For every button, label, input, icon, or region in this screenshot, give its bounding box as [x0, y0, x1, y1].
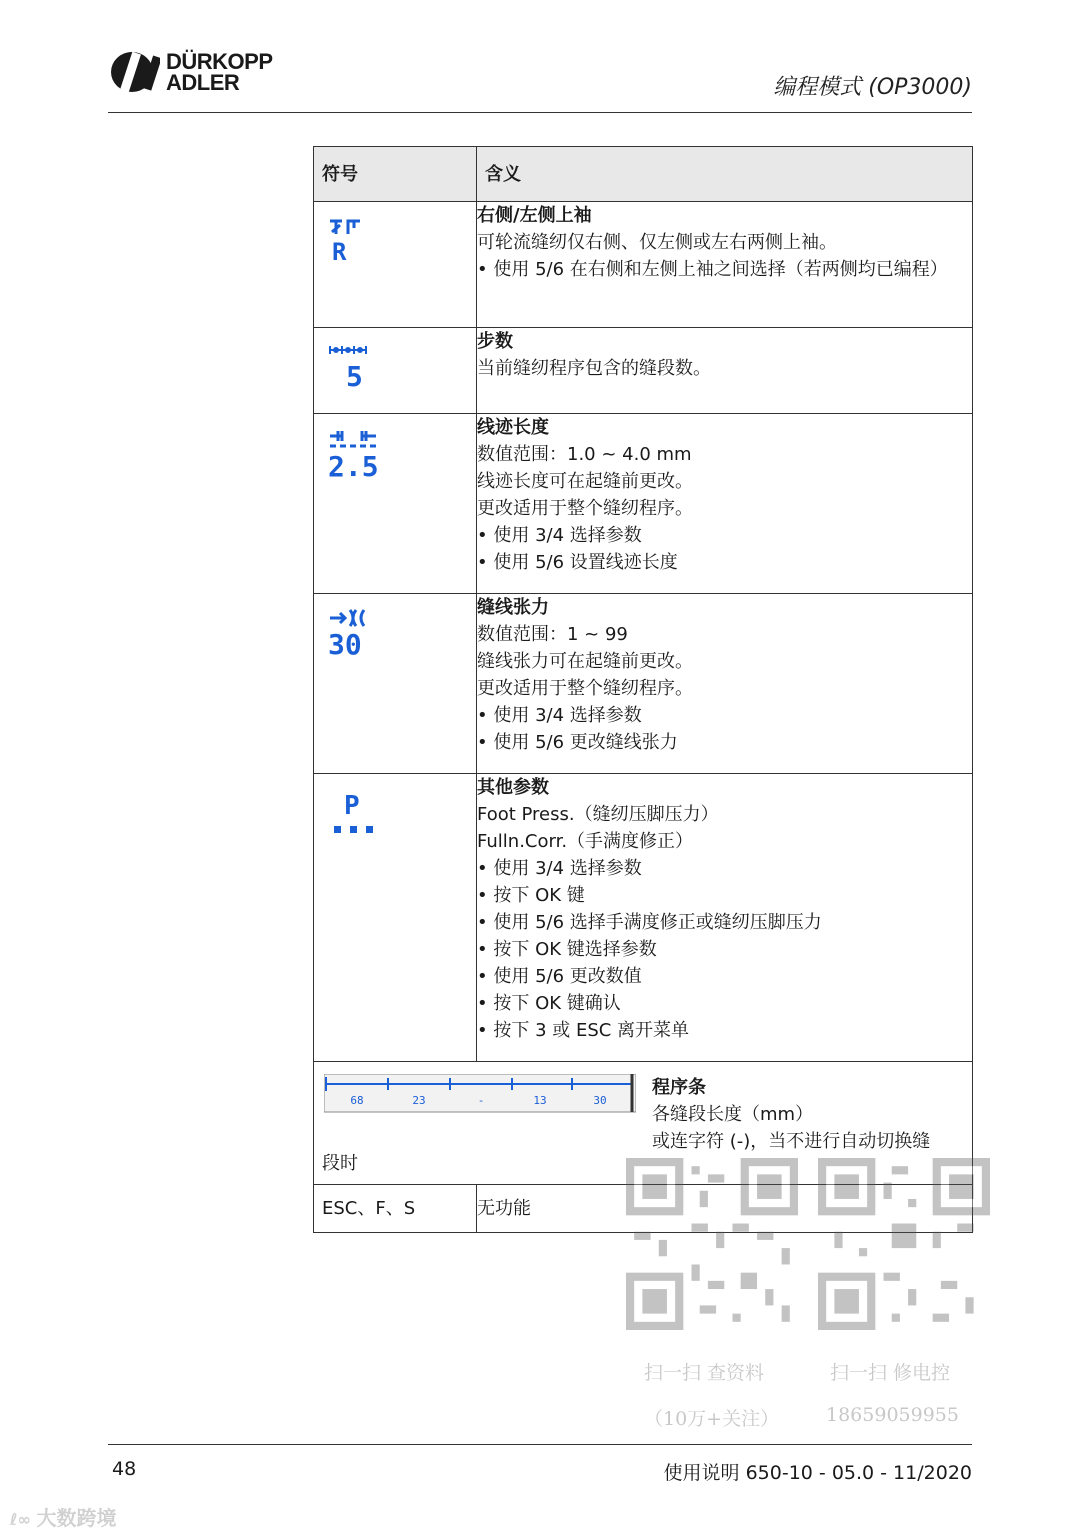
row-title: 程序条: [652, 1077, 706, 1098]
row-text-tail: 段时: [322, 1153, 358, 1174]
brand-line2: ADLER: [166, 70, 240, 95]
row-bullet: • 使用 5/6 更改数值: [477, 966, 642, 987]
row-title: 其他参数: [477, 777, 549, 798]
row-text: 数值范围：1.0 ~ 4.0 mm: [477, 444, 692, 465]
qr-caption-right-2: 18659059955: [826, 1404, 959, 1426]
meaning-cell: [477, 202, 973, 328]
header-divider: [108, 112, 972, 113]
row-text: 可轮流缝纫仅右侧、仅左侧或左右两侧上袖。: [477, 232, 837, 253]
col-header-meaning: 含义: [477, 147, 973, 202]
row-bullet-text: 使用 5/6 更改缝线张力: [493, 732, 678, 753]
table-header-row: [314, 147, 973, 202]
meaning-cell: [477, 774, 973, 1062]
stitch-length-icon: [328, 428, 392, 488]
row-text: 线迹长度可在起缝前更改。: [477, 471, 693, 492]
row-bullet: • 使用 3/4 选择参数: [477, 525, 642, 546]
row-text: 更改适用于整个缝纫程序。: [477, 498, 693, 519]
row-bullet: • 使用 5/6 在右侧和左侧上袖之间选择（若两侧均已编程）: [477, 259, 948, 280]
row-text: 数值范围：1 ~ 99: [477, 624, 628, 645]
row-title: 缝线张力: [477, 597, 549, 618]
qr-caption-left-2: （10万+关注）: [644, 1408, 780, 1430]
qr-caption-left-1: 扫一扫 查资料: [644, 1362, 765, 1384]
row-bullet: • 使用 5/6 选择手满度修正或缝纫压脚压力: [477, 912, 822, 933]
page-title: 编程模式 (OP3000): [773, 75, 972, 100]
row-title: 右侧/左侧上袖: [477, 205, 592, 226]
row-bullet: • 使用 5/6 更改缝线张力: [477, 732, 678, 753]
row-bullet: • 使用 3/4 选择参数: [477, 705, 642, 726]
logo-mark-icon: [108, 50, 160, 94]
sleeve-side-icon: [328, 216, 388, 276]
brand-line1: DÜRKOPP: [166, 49, 273, 74]
segment-value: -: [477, 1094, 485, 1107]
document-reference: 使用说明 650-10 - 05.0 - 11/2020: [663, 1462, 972, 1484]
row-bullet-text: 使用 5/6 更改数值: [493, 966, 642, 987]
segment-value: 30: [593, 1094, 607, 1107]
row-text: 或连字符 (-)，当不进行自动切换缝: [652, 1131, 931, 1152]
qr-code-right: [818, 1158, 990, 1330]
other-params-icon: [328, 788, 388, 844]
row-text: Fulln.Corr.（手满度修正）: [477, 831, 694, 852]
symbol-cell: [314, 202, 477, 328]
program-bar-description: [652, 1074, 930, 1155]
row-title: 步数: [477, 331, 513, 352]
other-params-value: P: [344, 791, 360, 821]
row-bullet-text: 按下 OK 键确认: [493, 993, 621, 1014]
symbol-table: [313, 146, 973, 1233]
row-bullet-text: 使用 5/6 在右侧和左侧上袖之间选择（若两侧均已编程）: [493, 259, 948, 280]
row-bullet: • 使用 5/6 设置线迹长度: [477, 552, 678, 573]
row-text: 各缝段长度（mm）: [652, 1104, 814, 1125]
table-row: [314, 202, 973, 328]
meaning-cell: [477, 594, 973, 774]
meaning-cell: [477, 414, 973, 594]
qr-caption-right-1: 扫一扫 修电控: [830, 1362, 951, 1384]
thread-tension-value: 30: [328, 628, 362, 661]
row-bullet: • 按下 OK 键确认: [477, 993, 621, 1014]
symbol-cell: [314, 774, 477, 1062]
brand-name: [166, 51, 273, 93]
row-bullet-text: 按下 OK 键选择参数: [493, 939, 657, 960]
symbol-cell: [314, 328, 477, 414]
symbol-cell: [314, 1185, 477, 1233]
row-bullet-text: 按下 3 或 ESC 离开菜单: [493, 1020, 690, 1041]
table-row: [314, 594, 973, 774]
qr-code-left: [626, 1158, 798, 1330]
meaning-cell: [477, 328, 973, 414]
program-bar-graphic: [324, 1074, 636, 1114]
row-bullet: • 按下 OK 键选择参数: [477, 939, 657, 960]
row-bullet-text: 使用 5/6 设置线迹长度: [493, 552, 678, 573]
watermark: [10, 1502, 116, 1531]
symbol-cell: [314, 594, 477, 774]
footer-divider: [108, 1444, 972, 1445]
row-bullet-text: 使用 5/6 选择手满度修正或缝纫压脚压力: [493, 912, 822, 933]
stitch-length-value: 2.5: [328, 450, 379, 483]
symbol-cell: [314, 414, 477, 594]
symbol-text: ESC、F、S: [322, 1198, 416, 1219]
row-bullet: • 使用 3/4 选择参数: [477, 858, 642, 879]
brand-logo: [108, 50, 273, 94]
row-text: 更改适用于整个缝纫程序。: [477, 678, 693, 699]
watermark-logo-icon: ℓ∞: [10, 1510, 37, 1529]
watermark-text: 大数跨境: [36, 1506, 117, 1530]
row-text: 当前缝纫程序包含的缝段数。: [477, 358, 711, 379]
col-header-symbol: 符号: [314, 147, 477, 202]
segment-value: 13: [533, 1094, 547, 1107]
table-row: [314, 414, 973, 594]
row-bullet-text: 使用 3/4 选择参数: [493, 858, 642, 879]
page-number: 48: [112, 1458, 137, 1480]
row-bullet-text: 按下 OK 键: [493, 885, 585, 906]
row-bullet: • 按下 OK 键: [477, 885, 585, 906]
row-bullet-text: 使用 3/4 选择参数: [493, 525, 642, 546]
row-text: 无功能: [477, 1198, 531, 1219]
segment-value: 68: [350, 1094, 364, 1107]
row-text: Foot Press.（缝纫压脚压力）: [477, 804, 719, 825]
table-row: [314, 774, 973, 1062]
row-text: 缝线张力可在起缝前更改。: [477, 651, 693, 672]
sleeve-side-value: R: [332, 238, 347, 266]
table-row: [314, 328, 973, 414]
thread-tension-icon: [328, 608, 392, 668]
segment-value: 23: [412, 1094, 426, 1107]
row-bullet-text: 使用 3/4 选择参数: [493, 705, 642, 726]
row-bullet: • 按下 3 或 ESC 离开菜单: [477, 1020, 690, 1041]
row-title: 线迹长度: [477, 417, 549, 438]
steps-icon: [328, 342, 388, 398]
steps-value: 5: [346, 360, 363, 393]
